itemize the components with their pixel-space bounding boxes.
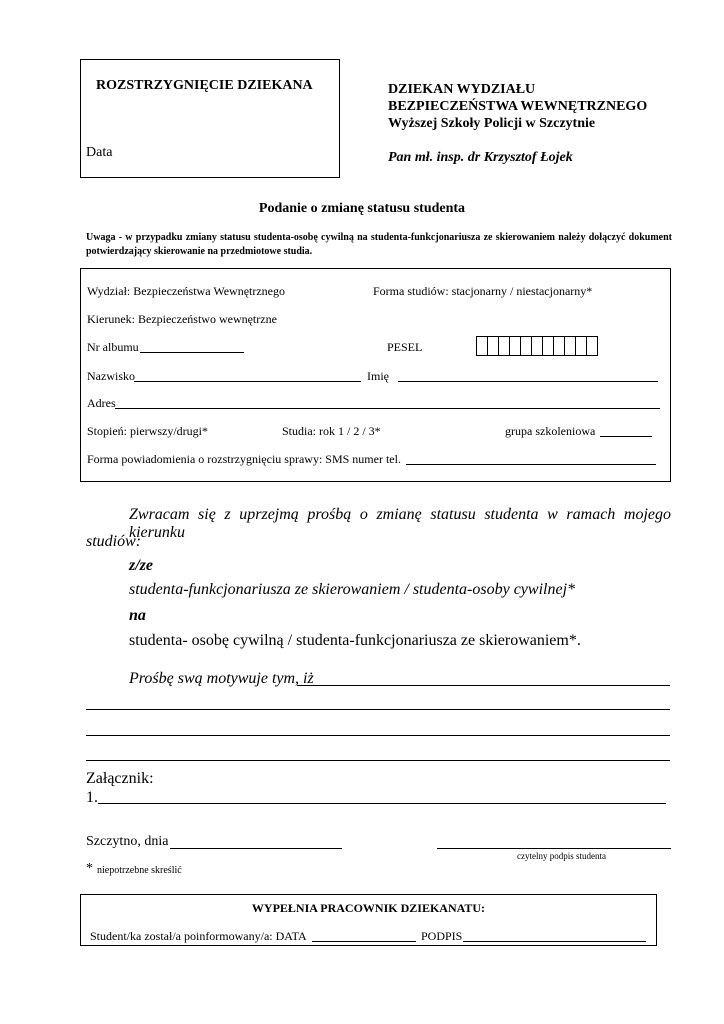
office-sign-line[interactable]: [463, 941, 646, 942]
field-wydzial: Wydział: Bezpieczeństwa Wewnętrznego: [87, 284, 285, 298]
office-sign-label: PODPIS: [421, 929, 463, 943]
motivation-line-3[interactable]: [86, 735, 670, 736]
attachment-item-1: 1.: [86, 789, 98, 806]
grupa-line[interactable]: [600, 436, 652, 437]
addressee-line3: Wyższej Szkoły Policji w Szczytnie: [388, 116, 596, 131]
field-stopien: Stopień: pierwszy/drugi*: [87, 424, 208, 438]
footnote-star: *: [86, 861, 93, 876]
addressee-line1: DZIEKAN WYDZIAŁU: [388, 82, 536, 97]
place-date-label: Szczytno, dnia: [86, 834, 169, 849]
signature-line[interactable]: [437, 848, 671, 849]
attachment-label: Załącznik:: [86, 770, 154, 787]
field-pesel-label: PESEL: [387, 340, 423, 354]
field-forma-studiow: Forma studiów: stacjonarny / niestacjonarny*: [373, 284, 593, 298]
form-title: Podanie o zmianę statusu studenta: [258, 201, 466, 216]
to-status-options: studenta- osobę cywilną / studenta-funkcjonariusza ze skierowaniem*.: [129, 632, 581, 649]
to-label: na: [129, 607, 146, 624]
field-powiadomienie-label: Forma powiadomienia o rozstrzygnięciu sprawy: SMS numer tel.: [87, 452, 401, 466]
field-studia: Studia: rok 1 / 2 / 3*: [282, 424, 381, 438]
dean-date-label: Data: [86, 145, 113, 160]
request-text-line2: studiów:: [86, 533, 142, 550]
nazwisko-line[interactable]: [134, 381, 361, 382]
imie-line[interactable]: [398, 381, 658, 382]
signature-caption: czytelny podpis studenta: [517, 851, 606, 861]
addressee-line2: BEZPIECZEŃSTWA WEWNĘTRZNEGO: [388, 99, 648, 114]
adres-line[interactable]: [115, 408, 660, 409]
request-text-line1: Zwracam się z uprzejmą prośbą o zmianę statusu studenta w ramach mojego kierunku: [129, 506, 671, 541]
motivation-line-2[interactable]: [86, 709, 670, 710]
addressee-name: Pan mł. insp. dr Krzysztof Łojek: [388, 150, 573, 165]
field-kierunek: Kierunek: Bezpieczeństwo wewnętrzne: [87, 312, 277, 326]
office-informed-label: Student/ka został/a poinformowany/a: DATA: [90, 929, 307, 943]
motivation-line-1[interactable]: [297, 685, 670, 686]
field-nazwisko-label: Nazwisko: [87, 369, 135, 383]
attachment-line-1[interactable]: [98, 803, 666, 804]
footnote-text: niepotrzebne skreślić: [97, 865, 182, 876]
date-line[interactable]: [170, 848, 342, 849]
from-status-options: studenta-funkcjonariusza ze skierowaniem / studenta-osoby cywilnej*: [129, 581, 576, 598]
motivation-line-4[interactable]: [86, 760, 670, 761]
dean-decision-title: ROZSTRZYGNIĘCIE DZIEKANA: [96, 78, 313, 93]
dean-decision-box: [80, 59, 340, 178]
notice-text: Uwaga - w przypadku zmiany statusu studenta-osobę cywilną na studenta-funkcjonariusza ze skierowaniem należy dołączyć dokument potwierdzający skierowanie na przedmiotowe studia.: [86, 232, 672, 257]
motivation-label: Prośbę swą motywuje tym, iż: [129, 670, 314, 687]
field-adres-label: Adres: [87, 396, 116, 410]
office-date-line[interactable]: [312, 941, 416, 942]
field-nr-albumu-label: Nr albumu: [87, 340, 139, 354]
nr-albumu-line[interactable]: [140, 352, 244, 353]
pesel-cell[interactable]: [586, 336, 598, 356]
from-label: z/ze: [129, 557, 153, 574]
field-grupa-label: grupa szkoleniowa: [505, 424, 596, 438]
pesel-input[interactable]: [477, 336, 598, 356]
field-imie-label: Imię: [367, 369, 389, 383]
office-title: WYPEŁNIA PRACOWNIK DZIEKANATU:: [251, 901, 486, 915]
sms-number-line[interactable]: [406, 464, 656, 465]
